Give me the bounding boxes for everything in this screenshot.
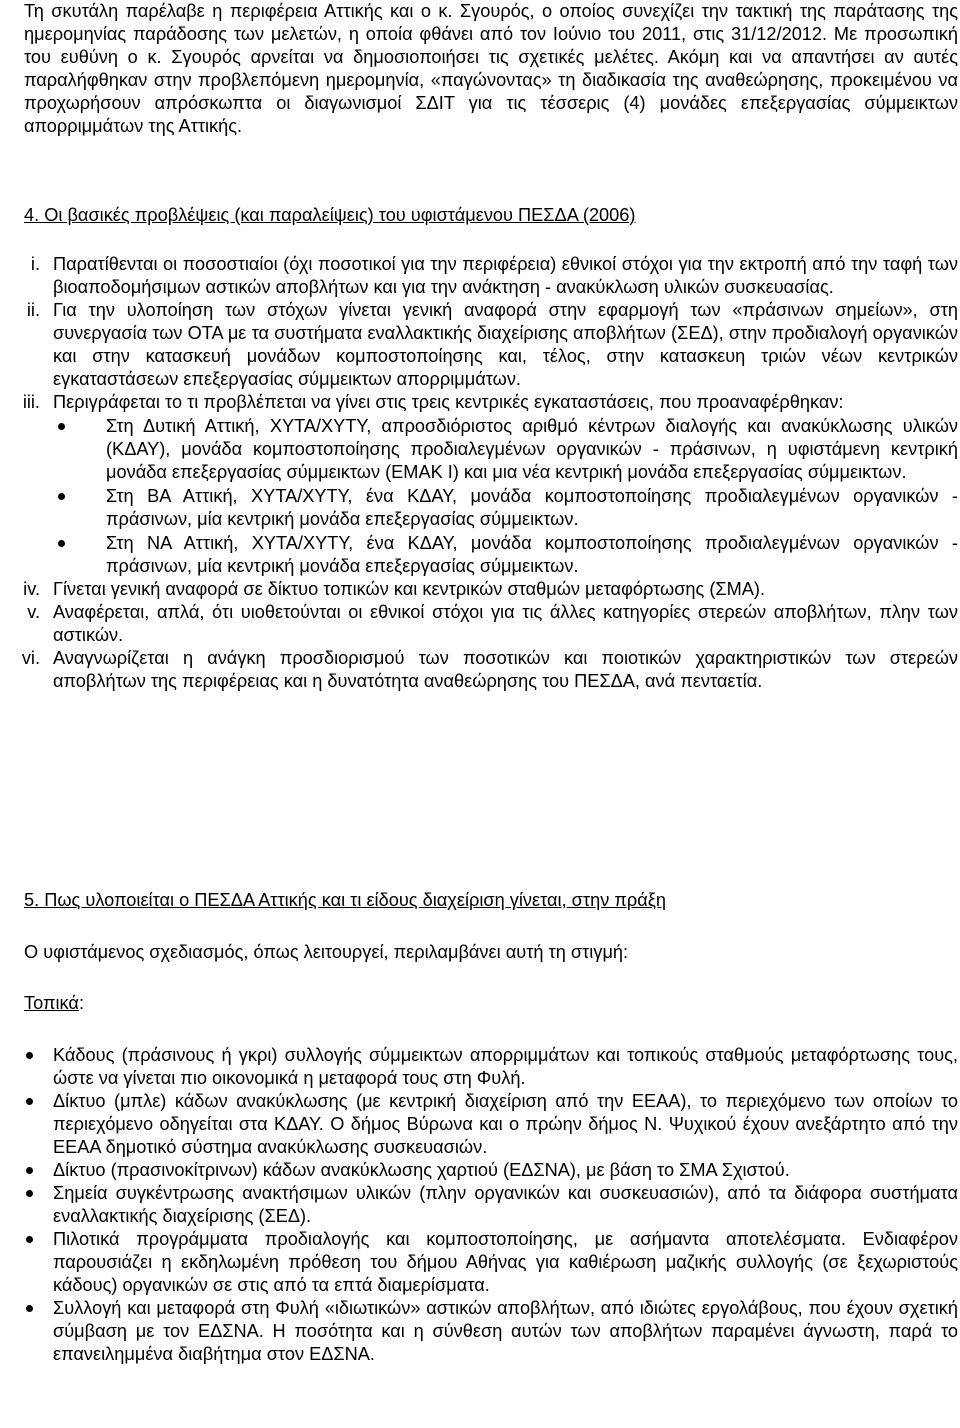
list-item-text: Γίνεται γενική αναφορά σε δίκτυο τοπικών και κεντρικών σταθμών μεταφόρτωσης (ΣΜΑ).: [53, 579, 766, 599]
list-item-number: ii.: [26, 300, 40, 320]
section-5-bullet-list: [0, 1044, 960, 1366]
local-label-colon: :: [78, 993, 85, 1013]
list-item-text: Περιγράφεται το τι προβλέπεται να γίνει στις τρεις κεντρικές εγκαταστάσεις, που προαναφέρθηκαν:: [53, 392, 844, 412]
list-item-number: iv.: [23, 579, 40, 599]
list-item: [0, 299, 960, 391]
bullet-text: Συλλογή και μεταφορά στη Φυλή «ιδιωτικών» αστικών αποβλήτων, από ιδιώτες εργολάβους, που έχουν σχετική σύμβαση με τον ΕΔΣΝΑ. Η ποσότητα και η σύνθεση αυτών των αποβλήτων παραμένει άγνωστη, παρά το επανειλημμένα διαβήτημα στον ΕΔΣΝΑ.: [53, 1298, 958, 1364]
list-item: [0, 601, 960, 647]
bullet-item: [0, 1159, 960, 1182]
section-5-intro: Ο υφιστάμενος σχεδιασμός, όπως λειτουργεί, περιλαμβάνει αυτή τη στιγμή:: [24, 942, 629, 962]
list-item: [0, 253, 960, 299]
section-4-heading: 4. Οι βασικές προβλέψεις (και παραλείψεις) του υφιστάμενου ΠΕΣΔΑ (2006): [24, 205, 636, 225]
sub-bullet-item: [0, 485, 960, 531]
list-item-text: Για την υλοποίηση των στόχων γίνεται γενική αναφορά στην εφαρμογή των «πράσινων σημείων», στη συνεργασία των ΟΤΑ με τα συστήματα εναλλακτικής διαχείρισης αποβλήτων (ΣΕΔ), στην προδιαλογή οργανικών και στην κατασκευή μονάδων κομποστοποίησης και, τέλος, στην κατασκευη τριών νέων κεντρικών εγκαταστάσεων επεξεργασίας σύμμεικτων απορριμμάτων.: [53, 300, 958, 389]
bullet-icon: [26, 1236, 33, 1243]
bullet-text: Σημεία συγκέντρωσης ανακτήσιμων υλικών (πλην οργανικών και συσκευασιών), από τα διάφορα συστήματα εναλλακτικής διαχείρισης (ΣΕΔ).: [53, 1183, 958, 1226]
bullet-icon: [58, 423, 65, 430]
list-item: [0, 578, 960, 601]
bullet-text: Δίκτυο (πρασινοκίτρινων) κάδων ανακύκλωσης χαρτιού (ΕΔΣΝΑ), με βάση το ΣΜΑ Σχιστού.: [53, 1160, 790, 1180]
bullet-icon: [58, 540, 65, 547]
list-item: [0, 391, 960, 578]
bullet-item: [0, 1182, 960, 1228]
bullet-item: [0, 1090, 960, 1159]
sub-bullet-text: Στη Δυτική Αττική, ΧΥΤΑ/ΧΥΤΥ, απροσδιόριστος αριθμό κέντρων διαλογής και ανακύκλωσης υλικών (ΚΔΑΥ), μονάδα κομποστοποίησης προδιαλεγμένων οργανικών - πράσινων, η υφιστάμενη κεντρική μονάδα επεξεργασίας σύμμεικτων (ΕΜΑΚ Ι) και μια νέα κεντρική μονάδα επεξεργασίας σύμμεικτων.: [106, 416, 958, 482]
bullet-item: [0, 1228, 960, 1297]
list-item-number: iii.: [22, 392, 40, 412]
sub-bullet-item: [0, 415, 960, 484]
sub-bullet-text: Στη ΒΑ Αττική, ΧΥΤΑ/ΧΥΤΥ, ένα ΚΔΑΥ, μονάδα κομποστοποίησης προδιαλεγμένων οργανικών - πράσινων, μία κεντρική μονάδα επεξεργασίας σύμμεικτων.: [106, 486, 958, 529]
local-label-text: Τοπικά: [24, 993, 79, 1013]
bullet-text: Δίκτυο (μπλε) κάδων ανακύκλωσης (με κεντρική διαχείριση από την ΕΕΑΑ), το περιεχόμενο των οποίων το περιεχόμενο οδηγείται στα ΚΔΑΥ. Ο δήμος Βύρωνα και ο πρώην δήμος Ν. Ψυχικού έχουν ανεξάρτητο από την ΕΕΑΑ δημοτικό σύστημα ανακύκλωσης συσκευασιών.: [53, 1091, 958, 1157]
section-4-list: [0, 253, 960, 693]
section-5-heading: 5. Πως υλοποιείται ο ΠΕΣΔΑ Αττικής και τι είδους διαχείριση γίνεται, στην πράξη: [24, 890, 667, 910]
list-item: [0, 647, 960, 693]
bullet-text: Πιλοτικά προγράμματα προδιαλογής και κομποστοποίησης, με ασήμαντα αποτελέσματα. Ενδιαφέρον παρουσιάζει η εκδηλωμένη πρόθεση του δήμου Αθήνας για καθιέρωση μαζικής συλλογής (σε ξεχωριστούς κάδους) οργανικών σε στις από τα επτά διαμερίσματα.: [53, 1229, 958, 1295]
bullet-icon: [26, 1167, 33, 1174]
bullet-icon: [26, 1190, 33, 1197]
list-item-number: v.: [27, 602, 40, 622]
list-item-number: vi.: [21, 648, 40, 668]
bullet-icon: [26, 1052, 33, 1059]
list-item-text: Αναγνωρίζεται η ανάγκη προσδιορισμού των ποσοτικών και ποιοτικών χαρακτηριστικών των στερεών αποβλήτων της περιφέρειας και η δυνατότητα αναθεώρησης του ΠΕΣΔΑ, ανά πενταετία.: [53, 648, 958, 691]
sub-bullet-list: [0, 415, 960, 578]
list-item-text: Παρατίθενται οι ποσοστιαίοι (όχι ποσοτικοί για την περιφέρεια) εθνικοί στόχοι για την εκτροπή από την ταφή των βιοαποδομήσιμων αστικών αποβλήτων και για την ανάκτηση - ανακύκλωση υλικών συσκευασίας.: [53, 254, 958, 297]
sub-bullet-text: Στη ΝΑ Αττική, ΧΥΤΑ/ΧΥΤΥ, ένα ΚΔΑΥ, μονάδα κομποστοποίησης προδιαλεγμένων οργανικών - πράσινων, μία κεντρική μονάδα επεξεργασίας σύμμεικτων.: [106, 533, 958, 576]
bullet-item: [0, 1297, 960, 1366]
bullet-text: Κάδους (πράσινους ή γκρι) συλλογής σύμμεικτων απορριμμάτων και τοπικούς σταθμούς μεταφόρτωσης τους, ώστε να γίνεται πιο οικονομικά η μεταφορά τους στη Φυλή.: [53, 1045, 958, 1088]
bullet-item: [0, 1044, 960, 1090]
local-label: [24, 992, 84, 1015]
list-item-number: i.: [30, 254, 40, 274]
bullet-icon: [26, 1098, 33, 1105]
intro-paragraph: Τη σκυτάλη παρέλαβε η περιφέρεια Αττικής και ο κ. Σγουρός, ο οποίος συνεχίζει την τακτική της παράτασης της ημερομηνίας παράδοσης των μελετών, η οποία φθάνει από τον Ιούνιο του 2011, στις 31/12/2012. Με προσωπική του ευθύνη ο κ. Σγουρός αρνείται να δημοσιοποιήσει τις σχετικές μελέτες. Ακόμη και να απαντήσει αν αυτές παραλήφθηκαν στην προβλεπόμενη ημερομηνία, «παγώνοντας» τη διαδικασία της αναθεώρησης, προκειμένου να προχωρήσουν απρόσκωπτα οι διαγωνισμοί ΣΔΙΤ για τις τέσσερις (4) μονάδες επεξεργασίας σύμμεικτων απορριμμάτων της Αττικής.: [24, 1, 958, 136]
bullet-icon: [58, 493, 65, 500]
sub-bullet-item: [0, 532, 960, 578]
bullet-icon: [26, 1305, 33, 1312]
list-item-text: Αναφέρεται, απλά, ότι υιοθετούνται οι εθνικοί στόχοι για τις άλλες κατηγορίες στερεών αποβλήτων, πλην των αστικών.: [53, 602, 958, 645]
